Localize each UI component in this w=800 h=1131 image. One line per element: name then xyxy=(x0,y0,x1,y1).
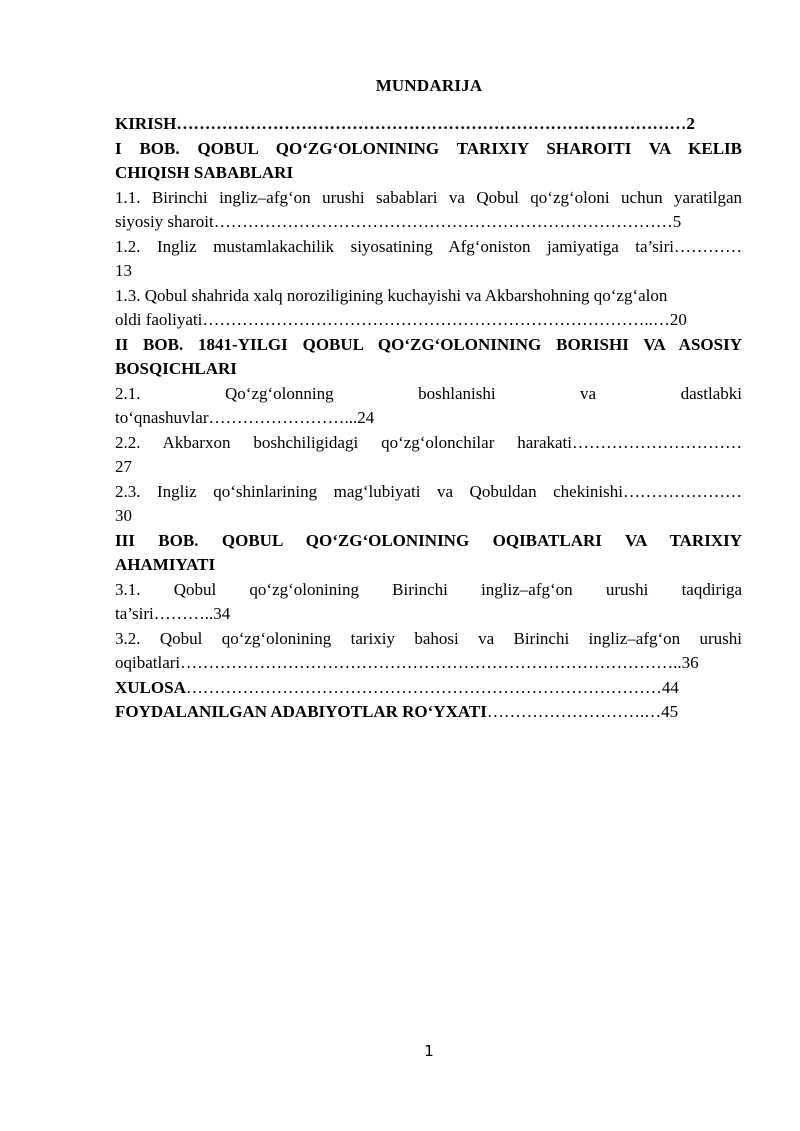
toc-entry-1-2 xyxy=(115,235,742,284)
toc-entry-text: 2.3. Ingliz qo‘shinlarining mag‘lubiyati va Qobuldan chekinishi………………… xyxy=(115,481,742,501)
toc-entry-text xyxy=(115,676,742,701)
page-title: MUNDARIJA xyxy=(375,76,483,95)
toc-entry-text: siyosiy sharoit………………………………………………………………………5 xyxy=(115,212,682,231)
toc-entry-text: oldi faoliyati……………………………………………………………………..…20 xyxy=(115,310,687,329)
toc-entry-leader: ……………………….…45 xyxy=(486,702,679,721)
toc-entry-2-2 xyxy=(115,431,742,480)
toc-entry-text: 1.2. Ingliz mustamlakachilik siyosatining Afg‘oniston jamiyatiga ta’siri………… xyxy=(115,236,742,256)
toc-chapter-2 xyxy=(115,333,742,382)
toc-chapter-title-line: AHAMIYATI xyxy=(115,555,216,574)
toc-entry-text: to‘qnashuvlar……………………...24 xyxy=(115,408,375,427)
toc-chapter-3 xyxy=(115,529,742,578)
toc-entry-leader: …………………………………………………………………………44 xyxy=(185,677,679,697)
table-of-contents xyxy=(115,112,742,725)
toc-entry-label: FOYDALANILGAN ADABIYOTLAR RO‘YXATI xyxy=(115,702,487,721)
toc-entry-text: 3.1. Qobul qo‘zg‘olonining Birinchi ingliz–afg‘on urushi taqdiriga xyxy=(115,579,742,599)
toc-chapter-1 xyxy=(115,137,742,186)
toc-entry-2-3 xyxy=(115,480,742,529)
toc-entry-text: 2.1. Qo‘zg‘olonning boshlanishi va dastlabki xyxy=(115,383,742,403)
toc-entry-adabiyotlar xyxy=(115,700,742,725)
toc-entry-label: XULOSA xyxy=(115,677,186,697)
toc-chapter-title-line: CHIQISH SABABLARI xyxy=(115,163,294,182)
toc-chapter-title-line: II BOB. 1841-YILGI QOBUL QO‘ZG‘OLONINING BORISHI VA ASOSIY xyxy=(115,334,742,354)
toc-entry-xulosa xyxy=(115,676,742,701)
toc-entry-text: ta’siri………..34 xyxy=(115,604,231,623)
toc-entry-kirish xyxy=(115,112,742,137)
toc-entry-1-1 xyxy=(115,186,742,235)
toc-entry-text: KIRISH………………………………………………………………………………2 xyxy=(115,114,695,133)
toc-entry-text: 1.3. Qobul shahrida xalq noroziligining kuchayishi va Akbarshohning qo‘zg‘alon xyxy=(115,285,668,305)
toc-entry-page: 30 xyxy=(115,506,132,525)
page-number: 1 xyxy=(424,1042,434,1060)
toc-chapter-title-line: III BOB. QOBUL QO‘ZG‘OLONINING OQIBATLARI VA TARIXIY xyxy=(115,530,742,550)
toc-entry-2-1 xyxy=(115,382,742,431)
toc-entry-text xyxy=(115,700,742,725)
toc-chapter-title-line: BOSQICHLARI xyxy=(115,359,237,378)
toc-entry-text: 2.2. Akbarxon boshchiligidagi qo‘zg‘olonchilar harakati………………………… xyxy=(115,432,742,452)
toc-chapter-title-line: I BOB. QOBUL QO‘ZG‘OLONINING TARIXIY SHAROITI VA KELIB xyxy=(115,138,742,158)
toc-entry-page: 27 xyxy=(115,457,132,476)
toc-entry-page: 13 xyxy=(115,261,132,280)
toc-entry-3-1 xyxy=(115,578,742,627)
toc-entry-3-2 xyxy=(115,627,742,676)
toc-entry-text: oqibatlari……………………………………………………………………………..36 xyxy=(115,653,699,672)
toc-entry-text: 3.2. Qobul qo‘zg‘olonining tarixiy bahosi va Birinchi ingliz–afg‘on urushi xyxy=(115,628,742,648)
toc-entry-1-3 xyxy=(115,284,742,333)
toc-entry-text: 1.1. Birinchi ingliz–afg‘on urushi sabablari va Qobul qo‘zg‘oloni uchun yaratilgan xyxy=(115,187,742,207)
